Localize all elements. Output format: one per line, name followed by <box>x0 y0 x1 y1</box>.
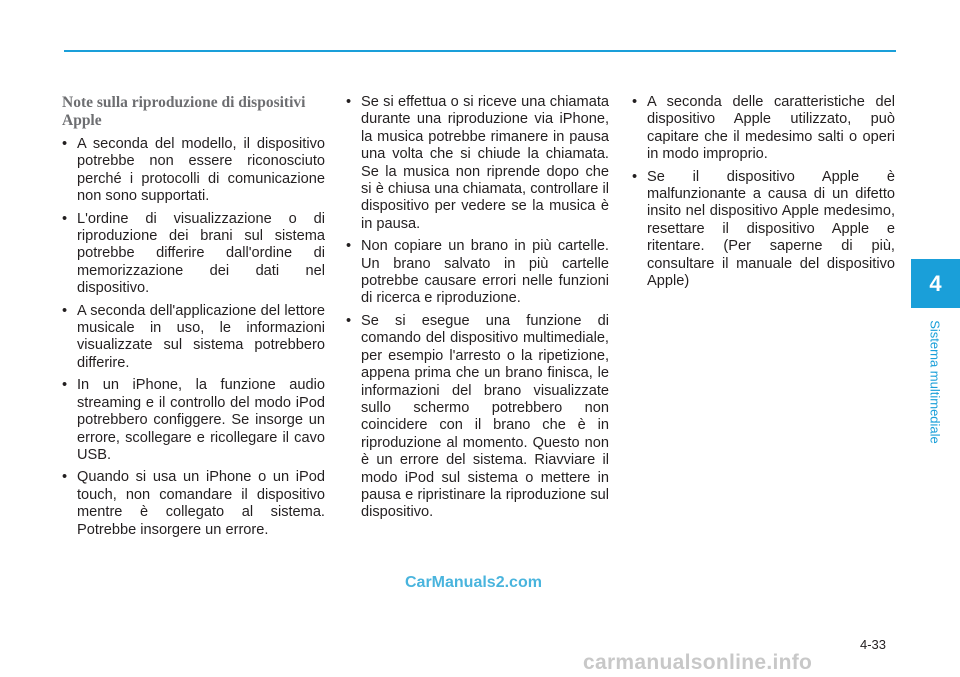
list-item-text: Non copiare un brano in più cartelle. Un brano salvato in più cartelle potrebbe causare errori nelle funzioni di ricerca e riproduzione. <box>361 238 609 307</box>
list-item <box>346 238 609 308</box>
section-heading: Note sulla riproduzione di dispositivi Apple <box>62 94 306 129</box>
column-2 <box>346 94 609 527</box>
bullet-icon: • <box>346 238 352 255</box>
list-item-text: Quando si usa un iPhone o un iPod touch, non comandare il dispositivo mentre è collegato al sistema. Potrebbe insorgere un errore. <box>77 469 325 538</box>
bullet-list-col1 <box>62 136 325 539</box>
list-item-text: A seconda del modello, il dispositivo potrebbe non essere riconosciuto perché i protocolli di comunicazione non sono supportati. <box>77 136 325 205</box>
list-item-text: A seconda dell'applicazione del lettore musicale in uso, le informazioni visualizzate sul sistema potrebbero differire. <box>77 302 325 371</box>
list-item-text: L'ordine di visualizzazione o di riproduzione dei brani sul sistema potrebbe differire dall'ordine di memorizzazione dei dati nel dispositivo. <box>77 210 325 297</box>
bullet-icon: • <box>62 377 68 394</box>
bullet-icon: • <box>346 94 352 110</box>
top-rule <box>64 50 896 52</box>
list-item-text: Se il dispositivo Apple è malfunzionante a causa di un difetto insito nel dispositivo Apple medesimo, resettare il dispositivo Apple e ritentare. (Per saperne di più, consultare il manuale del dispositivo Apple) <box>647 168 895 290</box>
footer-watermark[interactable]: carmanualsonline.info <box>583 651 813 674</box>
list-item-text: A seconda delle caratteristiche del dispositivo Apple utilizzato, può capitare che il medesimo salti o operi in modo improprio. <box>647 94 895 163</box>
bullet-icon: • <box>62 469 68 486</box>
bullet-icon: • <box>62 302 68 319</box>
list-item-text: Se si effettua o si riceve una chiamata durante una riproduzione via iPhone, la musica potrebbe rimanere in pausa una volta che si chiude la chiamata. Se la musica non riprende dopo che si è chiusa una chiamata, controllare il dispositivo per vedere se la musica è in pausa. <box>361 94 609 232</box>
list-item-text: Se si esegue una funzione di comando del dispositivo multimediale, per esempio l'arresto o la ripetizione, appena prima che un brano finisca, le informazioni del brano visualizzate sullo schermo potrebbero non coincidere con il brano che è in riproduzione al momento. Questo non è un errore del sistema. Riavviare il modo iPod sul sistema o mettere in pausa e ripristinare la riproduzione sul dispositivo. <box>361 312 609 521</box>
list-item <box>346 94 609 233</box>
list-item <box>632 169 895 291</box>
list-item <box>62 469 325 539</box>
bullet-icon: • <box>346 312 352 329</box>
bullet-icon: • <box>632 168 638 185</box>
list-item-text: In un iPhone, la funzione audio streaming e il controllo del modo iPod potrebbero configgere. Se insorge un errore, scollegare e ricollegare il cavo USB. <box>77 377 325 463</box>
watermark-link[interactable]: CarManuals2.com <box>405 574 542 591</box>
list-item <box>632 94 895 164</box>
bullet-list-col2 <box>346 94 609 522</box>
page-number: 4-33 <box>860 637 887 652</box>
chapter-number-tab: 4 <box>911 259 960 308</box>
bullet-icon: • <box>632 94 638 110</box>
column-3 <box>632 94 895 295</box>
list-item <box>346 313 609 522</box>
list-item <box>62 136 325 206</box>
column-1 <box>62 94 325 544</box>
list-item <box>62 211 325 298</box>
bullet-list-col3 <box>632 94 895 290</box>
chapter-title: Sistema multimediale <box>927 320 943 444</box>
list-item <box>62 303 325 373</box>
bullet-icon: • <box>62 210 68 227</box>
list-item <box>62 377 325 464</box>
bullet-icon: • <box>62 136 68 152</box>
